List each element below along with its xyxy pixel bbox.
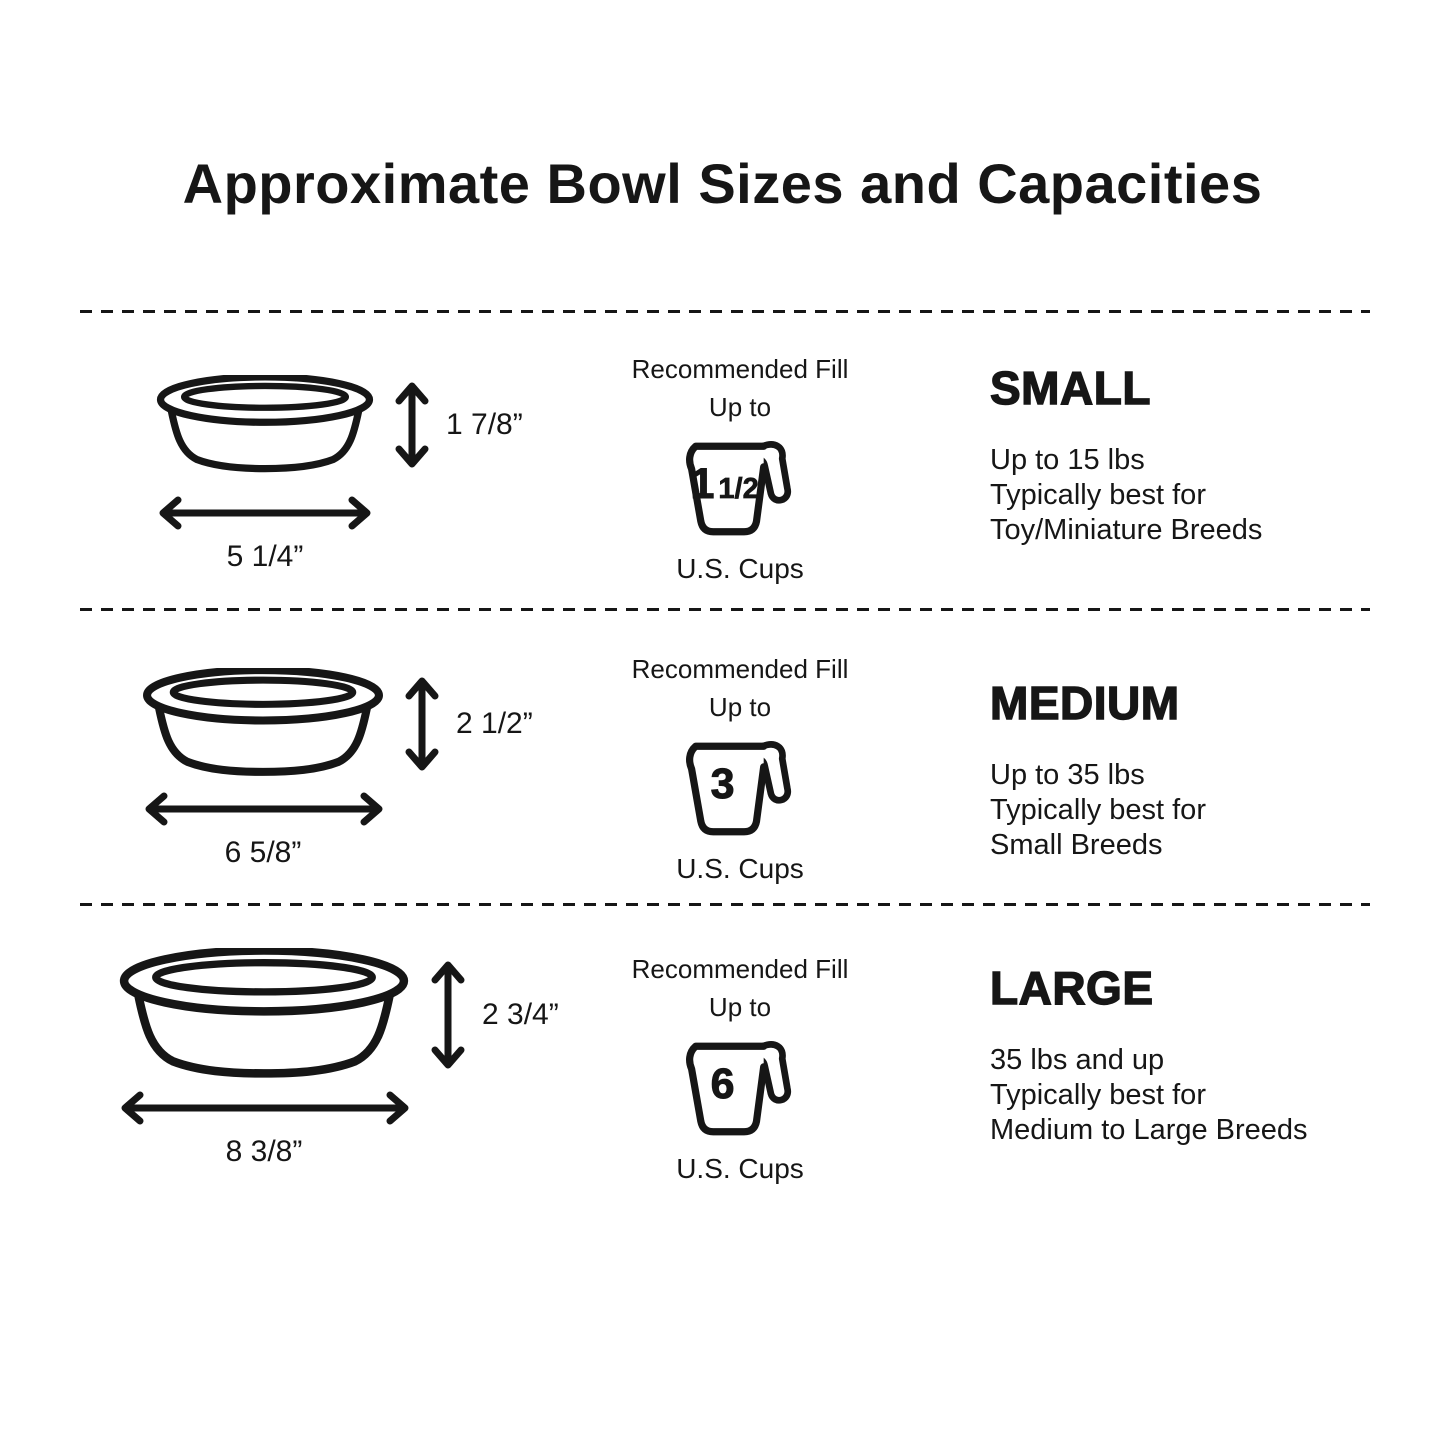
recommended-fill-label: Recommended Fill — [631, 354, 849, 384]
size-info-column — [900, 906, 1445, 1236]
height-arrow-icon — [430, 960, 466, 1070]
fill-column — [580, 906, 900, 1236]
size-description-line: Up to 15 lbs — [990, 444, 1145, 476]
height-arrow-icon — [404, 676, 440, 772]
bowl-column — [80, 611, 580, 903]
cup-unit-label: U.S. Cups — [676, 853, 804, 884]
bowl-icon — [156, 375, 374, 475]
up-to-label: Up to — [708, 992, 772, 1022]
size-description-line: Small Breeds — [990, 829, 1163, 861]
size-info-column — [900, 313, 1445, 608]
size-description-line: Typically best for — [990, 479, 1206, 511]
up-to-label: Up to — [708, 392, 772, 422]
cup-unit-label: U.S. Cups — [676, 553, 804, 584]
width-arrow-icon — [120, 1090, 410, 1126]
cup-value: 3 — [710, 759, 735, 808]
size-description-line: Typically best for — [990, 1079, 1206, 1111]
bowl-icon — [142, 668, 384, 779]
size-description-line: Up to 35 lbs — [990, 759, 1145, 791]
width-arrow-icon — [158, 495, 372, 531]
width-dimension-label: 5 1/4” — [226, 540, 304, 573]
up-to-label: Up to — [708, 692, 772, 722]
size-info-column — [900, 611, 1445, 903]
fill-column — [580, 313, 900, 608]
width-dimension-label: 6 5/8” — [224, 836, 302, 869]
cup-unit-label: U.S. Cups — [676, 1153, 804, 1184]
width-dimension-label: 8 3/8” — [225, 1135, 303, 1168]
bowl-column — [80, 906, 580, 1236]
recommended-fill-label: Recommended Fill — [631, 654, 849, 684]
height-arrow-icon — [394, 381, 430, 469]
cup-value: 6 — [710, 1059, 735, 1108]
size-description-line: 35 lbs and up — [990, 1044, 1165, 1076]
cup-value: 1 1/2 — [690, 459, 759, 508]
size-heading: MEDIUM — [990, 677, 1180, 729]
bowl-icon — [118, 948, 410, 1082]
width-arrow-icon — [144, 791, 384, 827]
recommended-fill-label: Recommended Fill — [631, 954, 849, 984]
size-row-medium — [0, 611, 1445, 903]
size-description-line: Toy/Miniature Breeds — [990, 514, 1263, 546]
height-dimension-label: 2 3/4” — [482, 998, 559, 1031]
size-description-line: Typically best for — [990, 794, 1206, 826]
height-dimension-label: 2 1/2” — [456, 706, 533, 740]
page-title: Approximate Bowl Sizes and Capacities — [182, 152, 1263, 215]
fill-column — [580, 611, 900, 903]
size-row-small — [0, 313, 1445, 608]
size-heading: LARGE — [990, 962, 1154, 1014]
bowl-column — [80, 313, 580, 608]
size-heading: SMALL — [990, 362, 1151, 414]
size-description-line: Medium to Large Breeds — [990, 1114, 1308, 1146]
size-row-large — [0, 906, 1445, 1236]
height-dimension-label: 1 7/8” — [446, 408, 523, 441]
